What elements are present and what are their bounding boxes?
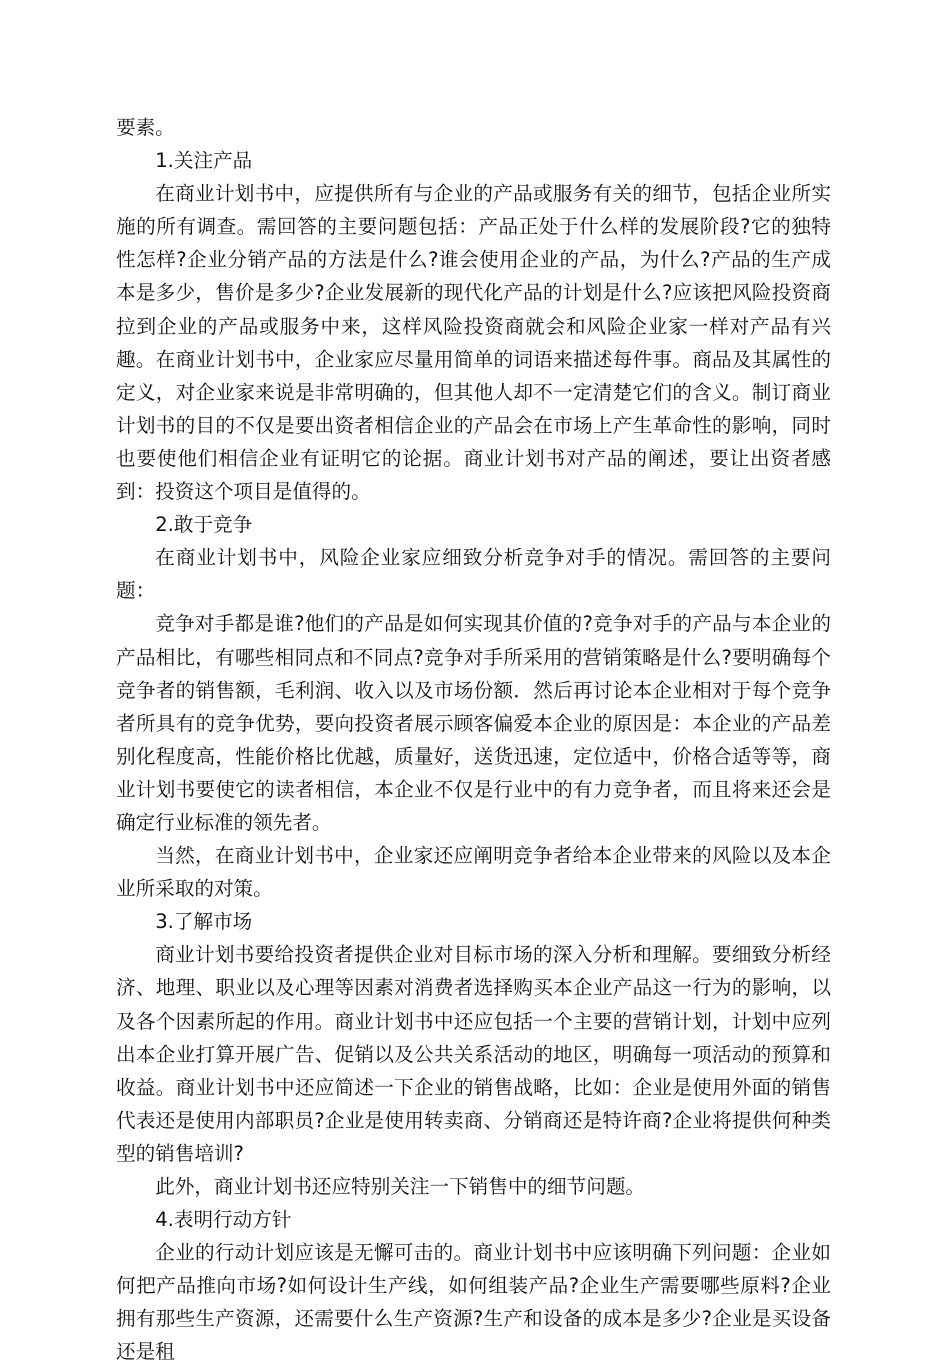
body-paragraph: 企业的行动计划应该是无懈可击的。商业计划书中应该明确下列问题：企业如何把产品推向市场?如何设计生产线，如何组装产品?企业生产需要哪些原料?企业拥有那些生产资源，还需要什么生产资源?生产和设备的成本是多少?企业是买设备还是租 — [116, 1241, 831, 1364]
body-paragraph: 此外，商业计划书还应特别关注一下销售中的细节问题。 — [155, 1175, 646, 1198]
section-heading-competition: 2.敢于竞争 — [155, 513, 253, 537]
body-paragraph: 竞争对手都是谁?他们的产品是如何实现其价值的?竞争对手的产品与本企业的产品相比，有哪些相同点和不同点?竞争对手所采用的营销策略是什么?要明确每个竞争者的销售额，毛利润、收入以及市场份额．然后再讨论本企业相对于每个竞争者所具有的竞争优势，要向投资者展示顾客偏爱本企业的原因是：本企业的产品差别化程度高，性能价格比优越，质量好，送货迅速，定位适中，价格合适等等，商业计划书要使它的读者相信，本企业不仅是行业中的有力竞争者，而且将来还会是确定行业标准的领先者。 — [116, 612, 831, 834]
section-heading-market: 3.了解市场 — [155, 910, 253, 934]
body-paragraph: 要素。 — [116, 116, 175, 139]
body-paragraph: 在商业计划书中，应提供所有与企业的产品或服务有关的细节，包括企业所实施的所有调查。需回答的主要问题包括：产品正处于什么样的发展阶段?它的独特性怎样?企业分销产品的方法是什么?谁会使用企业的产品，为什么?产品的生产成本是多少，售价是多少?企业发展新的现代化产品的计划是什么?应该把风险投资商拉到企业的产品或服务中来，这样风险投资商就会和风险企业家一样对产品有兴趣。在商业计划书中，企业家应尽量用简单的词语来描述每件事。商品及其属性的定义，对企业家来说是非常明确的，但其他人却不一定清楚它们的含义。制订商业计划书的目的不仅是要出资者相信企业的产品会在市场上产生革命性的影响，同时也要使他们相信企业有证明它的论据。商业计划书对产品的阐述，要让出资者感到：投资这个项目是值得的。 — [116, 182, 831, 504]
body-paragraph: 商业计划书要给投资者提供企业对目标市场的深入分析和理解。要细致分析经济、地理、职业以及心理等因素对消费者选择购买本企业产品这一行为的影响，以及各个因素所起的作用。商业计划书中还应包括一个主要的营销计划，计划中应列出本企业打算开展广告、促销以及公共关系活动的地区，明确每一项活动的预算和收益。商业计划书中还应简述一下企业的销售战略，比如：企业是使用外面的销售代表还是使用内部职员?企业是使用转卖商、分销商还是特许商?企业将提供何种类型的销售培训? — [116, 943, 831, 1165]
body-paragraph: 当然，在商业计划书中，企业家还应阐明竞争者给本企业带来的风险以及本企业所采取的对策。 — [116, 844, 831, 901]
body-paragraph: 在商业计划书中，风险企业家应细致分析竞争对手的情况。需回答的主要问题： — [116, 546, 831, 603]
document-body — [116, 111, 831, 1369]
section-heading-product: 1.关注产品 — [155, 149, 253, 173]
section-heading-action-plan: 4.表明行动方针 — [155, 1208, 292, 1232]
